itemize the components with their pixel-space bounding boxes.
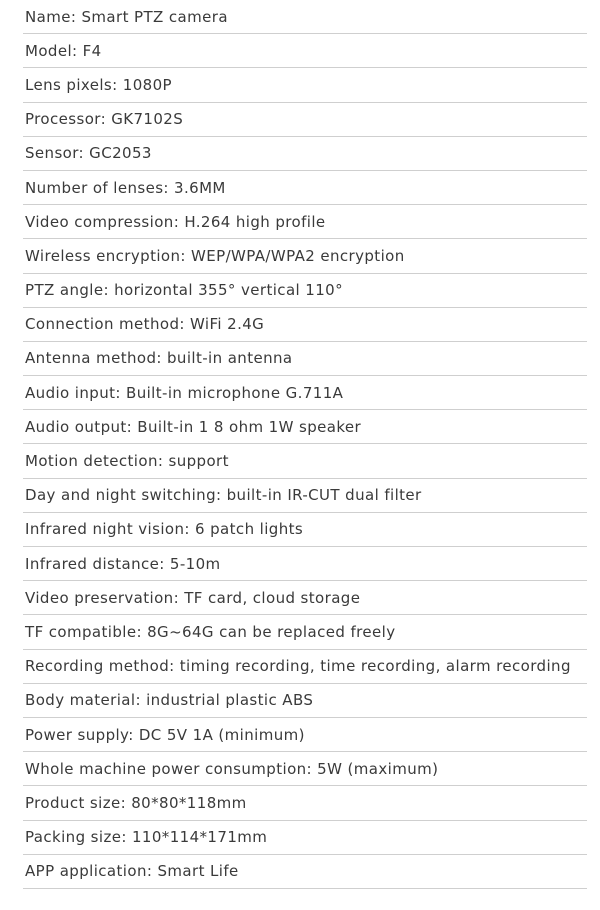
spec-text: Motion detection: support: [25, 452, 229, 471]
spec-row-audio-output: [23, 410, 587, 444]
spec-text: Lens pixels: 1080P: [25, 75, 172, 94]
spec-row-motion-detection: [23, 444, 587, 478]
spec-text: Processor: GK7102S: [25, 110, 184, 129]
spec-text: Day and night switching: built-in IR-CUT dual filter: [25, 486, 422, 505]
spec-row-product-size: [23, 786, 587, 820]
spec-text: Audio output: Built-in 1 8 ohm 1W speaker: [25, 417, 362, 436]
spec-text: TF compatible: 8G~64G can be replaced freely: [25, 622, 396, 641]
spec-text: Recording method: timing recording, time recording, alarm recording: [25, 657, 571, 676]
spec-row-video-preservation: [23, 581, 587, 615]
spec-row-infrared-distance: [23, 547, 587, 581]
spec-row-tf-compatible: [23, 615, 587, 649]
spec-row-packing-size: [23, 821, 587, 855]
spec-text: Name: Smart PTZ camera: [25, 7, 228, 26]
spec-row-recording-method: [23, 650, 587, 684]
spec-row-connection-method: [23, 308, 587, 342]
spec-row-model: [23, 34, 587, 68]
spec-text: Packing size: 110*114*171mm: [25, 828, 268, 847]
spec-text: Antenna method: built-in antenna: [25, 349, 293, 368]
spec-text: Video preservation: TF card, cloud storage: [25, 588, 361, 607]
spec-row-power-supply: [23, 718, 587, 752]
spec-text: Wireless encryption: WEP/WPA/WPA2 encryption: [25, 246, 405, 265]
spec-row-lens-pixels: [23, 68, 587, 102]
spec-row-processor: [23, 103, 587, 137]
spec-text: Audio input: Built-in microphone G.711A: [25, 383, 344, 402]
spec-text: Sensor: GC2053: [25, 144, 152, 163]
spec-text: PTZ angle: horizontal 355° vertical 110°: [25, 281, 343, 300]
spec-text: Model: F4: [25, 41, 102, 60]
spec-row-audio-input: [23, 376, 587, 410]
spec-text: APP application: Smart Life: [25, 862, 239, 881]
spec-row-app-application: [23, 855, 587, 889]
spec-row-sensor: [23, 137, 587, 171]
spec-text: Number of lenses: 3.6MM: [25, 178, 226, 197]
spec-row-antenna-method: [23, 342, 587, 376]
spec-row-wireless-encryption: [23, 239, 587, 273]
spec-row-ptz-angle: [23, 274, 587, 308]
spec-row-body-material: [23, 684, 587, 718]
spec-text: Whole machine power consumption: 5W (maximum): [25, 759, 439, 778]
spec-text: Connection method: WiFi 2.4G: [25, 315, 265, 334]
spec-row-video-compression: [23, 205, 587, 239]
spec-text: Body material: industrial plastic ABS: [25, 691, 314, 710]
spec-row-lenses: [23, 171, 587, 205]
spec-row-name: [23, 0, 587, 34]
spec-text: Power supply: DC 5V 1A (minimum): [25, 725, 305, 744]
spec-row-infrared-night-vision: [23, 513, 587, 547]
spec-row-power-consumption: [23, 752, 587, 786]
spec-text: Product size: 80*80*118mm: [25, 793, 247, 812]
spec-text: Infrared distance: 5-10m: [25, 554, 221, 573]
spec-text: Infrared night vision: 6 patch lights: [25, 520, 304, 539]
spec-text: Video compression: H.264 high profile: [25, 212, 326, 231]
spec-row-day-night-switching: [23, 479, 587, 513]
